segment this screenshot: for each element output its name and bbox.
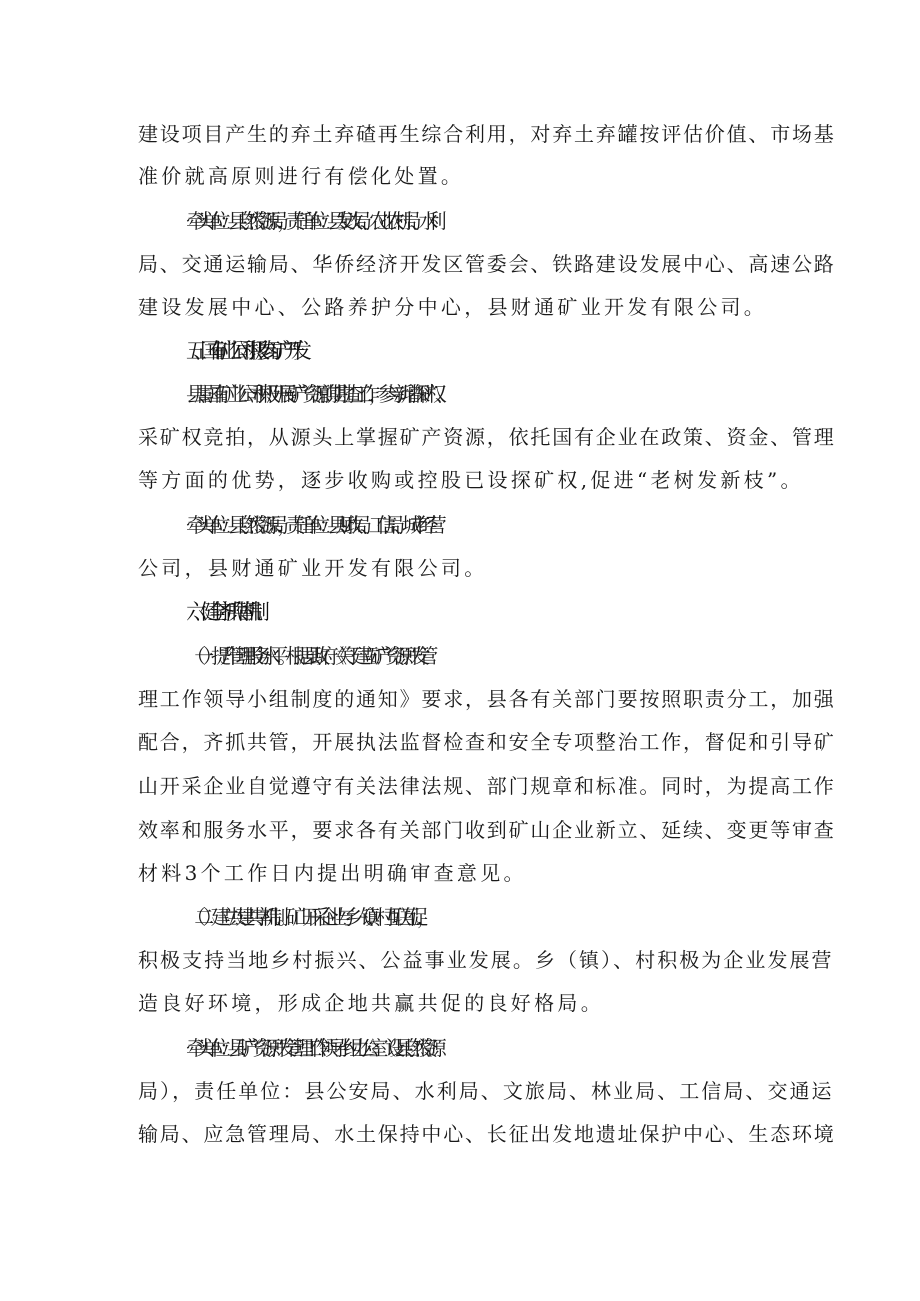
paragraph-line: （一）提升管理服务水平。根据县政府《关于建立矿产资源开发管: [186, 644, 427, 668]
paragraph-line: 牵头单位：县矿产资源开发管理工作领导小组办公室（设县自然资源: [186, 1036, 435, 1060]
paragraph-line: 牵头单位：县自然资源局，责任单位：县财政局、工信局、城市经营: [186, 513, 435, 537]
paragraph-line: 材料3个工作日内提出明确审查意见。: [138, 861, 527, 885]
paragraph-line: 山开采企业自觉遵守有关法律法规、部门规章和标准。同时，为提高工作: [138, 774, 836, 798]
paragraph-line: 效率和服务水平，要求各有关部门收到矿山企业新立、延续、变更等审查: [138, 818, 836, 842]
paragraph-line: 输局、应急管理局、水土保持中心、长征出发地遗址保护中心、生态环境: [138, 1122, 836, 1146]
paragraph-line: 建设项目产生的弃土弃碴再生综合利用，对弃土弃罐按评估价值、市场基: [138, 122, 836, 146]
paragraph-line: 积极支持当地乡村振兴、公益事业发展。乡（镇）、村积极为企业发展营: [138, 948, 834, 972]
paragraph-line: 局），责任单位：县公安局、水利局、文旅局、林业局、工信局、交通运: [138, 1079, 834, 1103]
paragraph-line: 公司，县财通矿业开发有限公司。: [138, 556, 488, 580]
paragraph-line: 理工作领导小组制度的通知》要求，县各有关部门要按照职责分工，加强: [138, 687, 836, 711]
paragraph-line: 建设发展中心、公路养护分中心，县财通矿业开发有限公司。: [138, 295, 768, 319]
paragraph-line: 配合，齐抓共管，开展执法监督检查和安全专项整治工作，督促和引导矿: [138, 730, 836, 754]
section-heading: 六、健全齐抓共管机制: [186, 600, 256, 624]
paragraph-line: 牵头单位：县自然资源局，责任单位：县发改局、农业农村局、水利: [186, 209, 435, 233]
paragraph-line: 等方面的优势，逐步收购或控股已设探矿权,促进“老树发新枝”。: [138, 468, 804, 492]
paragraph-line: 县属国有矿业公司积极开展矿产资源前期勘查工作，参与新增探矿权、: [186, 382, 444, 406]
paragraph-line: 造良好环境，形成企地共赢共促的良好格局。: [138, 991, 604, 1015]
paragraph-line: 局、交通运输局、华侨经济开发区管委会、铁路建设发展中心、高速公路: [138, 252, 836, 276]
section-heading: 五、国有矿业公司积极参与矿产开发: [186, 339, 298, 363]
paragraph-line: 准价就高原则进行有偿化处置。: [138, 164, 465, 188]
paragraph-line: 采矿权竞拍，从源头上掌握矿产资源，依托国有企业在政策、资金、管理: [138, 425, 836, 449]
paragraph-line: （二）建立共建共享机制。矿山开采企业与乡（镇）、村互联互促，: [186, 905, 425, 929]
